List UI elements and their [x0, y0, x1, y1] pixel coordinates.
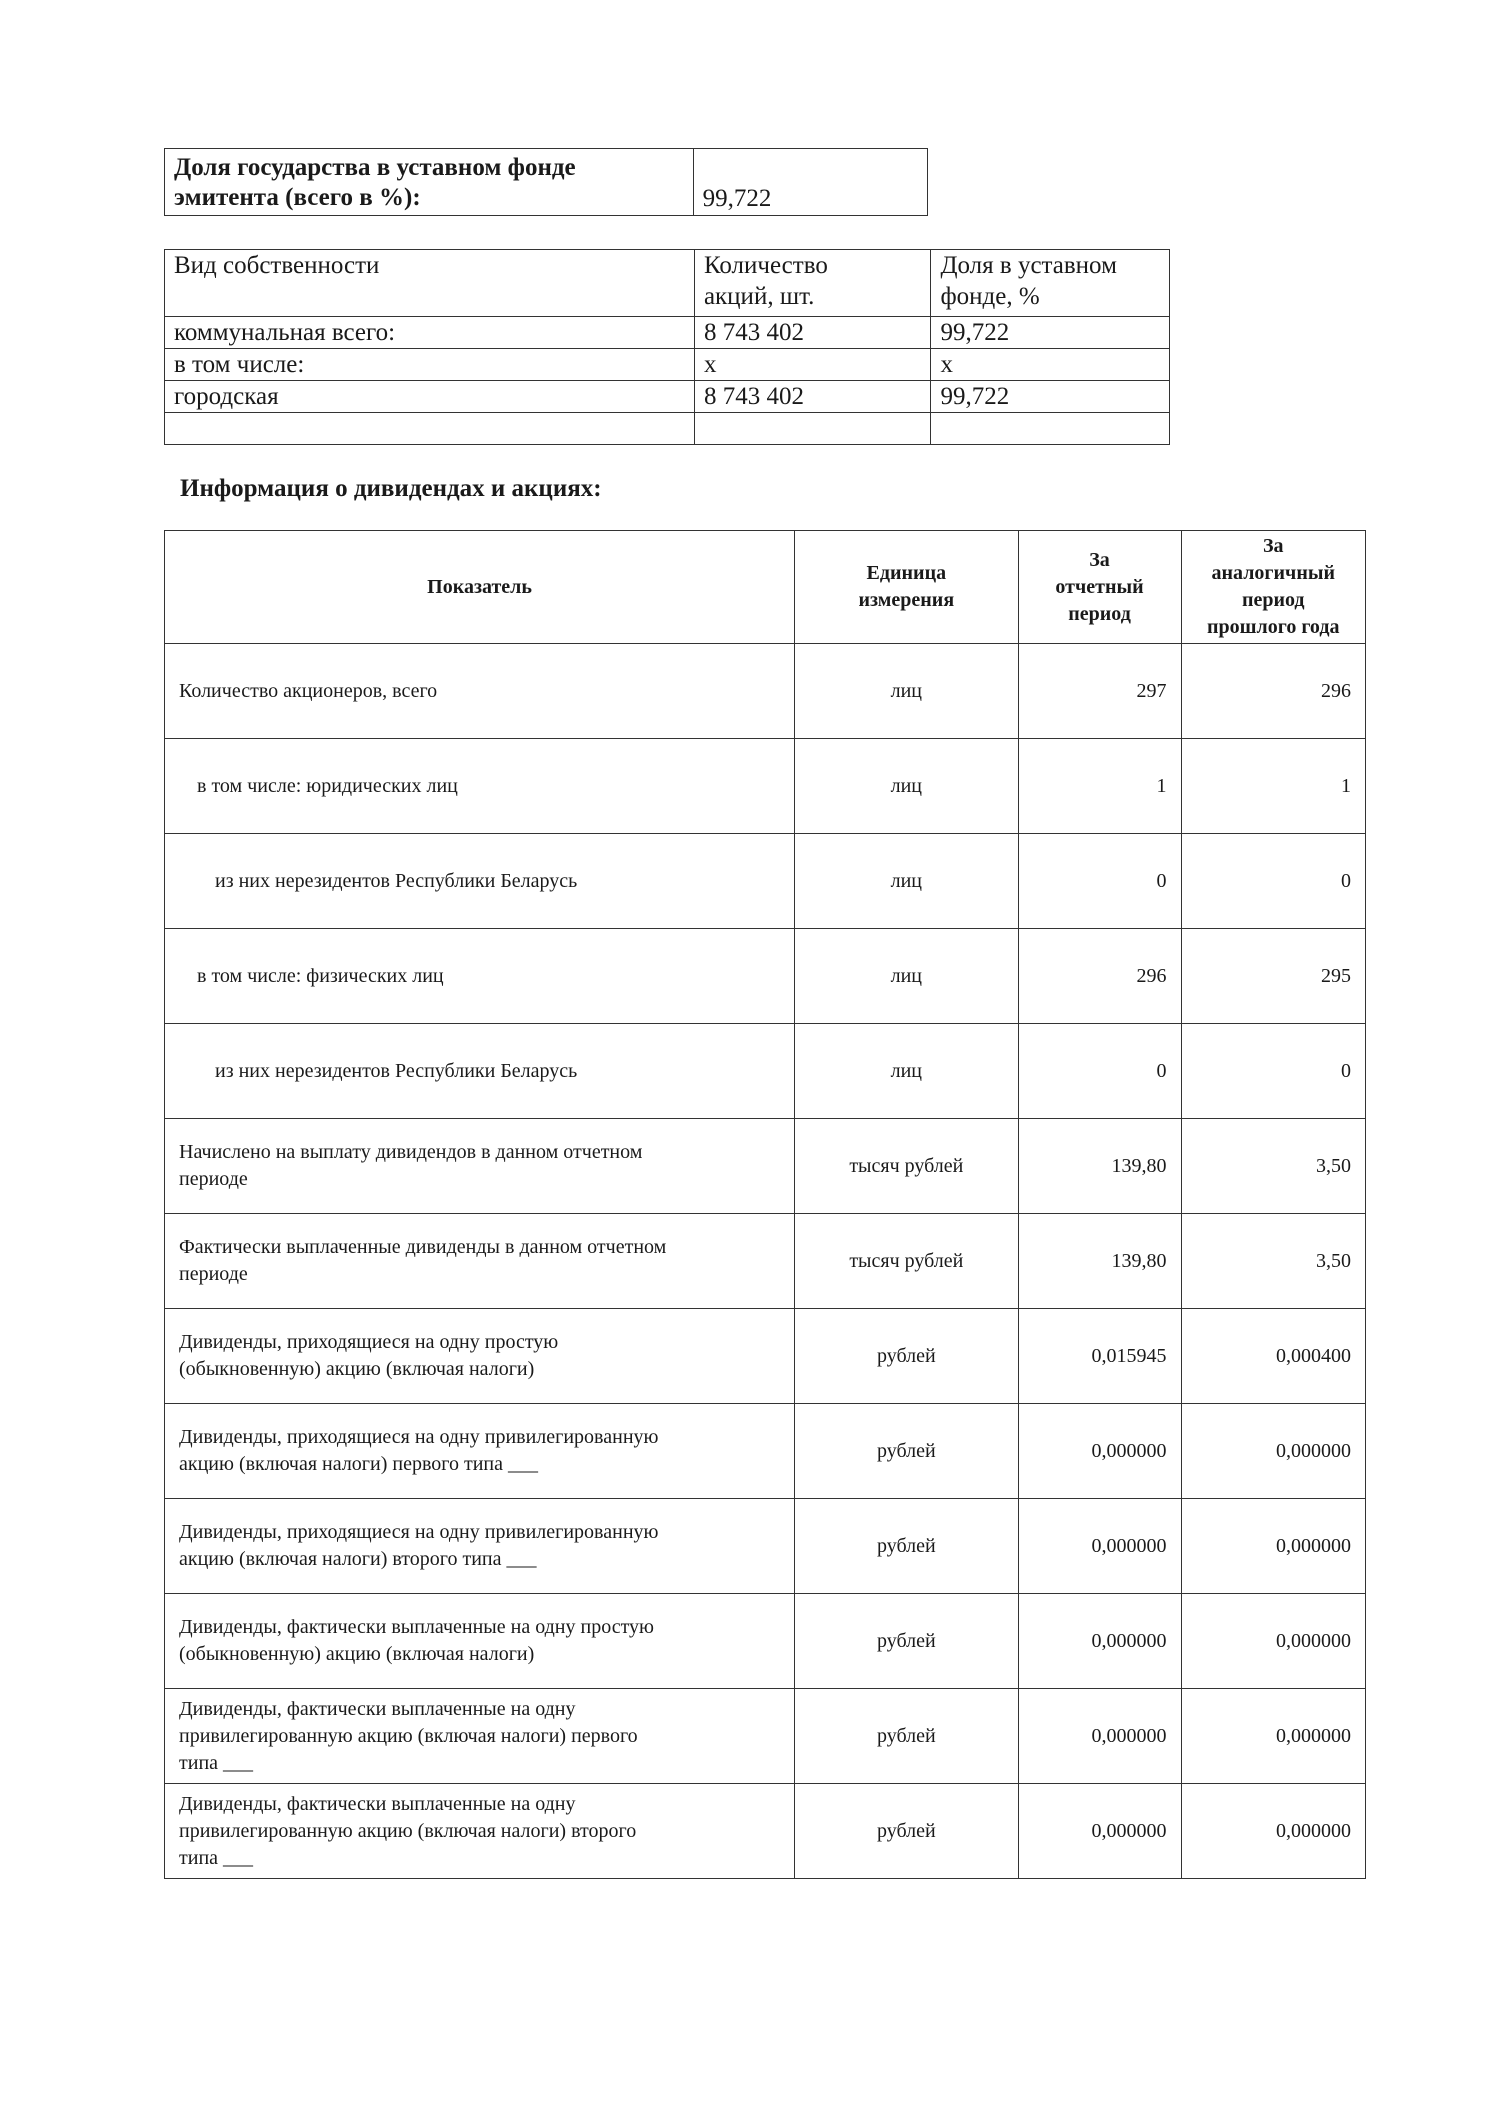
dividends-header-row: [165, 531, 1366, 644]
indicator-line: акцию (включая налоги) первого типа ___: [179, 1453, 538, 1475]
current-value-cell: 0: [1018, 1024, 1181, 1119]
ownership-row-empty: [165, 413, 1170, 445]
previous-value-cell: 295: [1181, 929, 1365, 1024]
unit-cell: рублей: [795, 1689, 1018, 1784]
previous-value-cell: 0,000000: [1181, 1404, 1365, 1499]
unit-cell: лиц: [795, 1024, 1018, 1119]
ownership-qty-cell: 8 743 402: [694, 317, 931, 349]
indicator-cell: [165, 1689, 795, 1784]
table-row: [165, 1404, 1366, 1499]
indicator-line: периоде: [179, 1168, 248, 1190]
ownership-type-cell: в том числе:: [165, 349, 695, 381]
previous-value-cell: 0: [1181, 1024, 1365, 1119]
unit-cell: рублей: [795, 1784, 1018, 1879]
indicator-line: Начислено на выплату дивидендов в данном отчетном: [179, 1141, 643, 1163]
header-unit: [795, 531, 1018, 644]
unit-cell: рублей: [795, 1309, 1018, 1404]
current-value-cell: 0: [1018, 834, 1181, 929]
table-row: [165, 1499, 1366, 1594]
table-row: [165, 644, 1366, 739]
table-row: [165, 1119, 1366, 1214]
state-share-table: [164, 148, 928, 216]
indicator-cell: [165, 929, 795, 1024]
ownership-table: [164, 249, 1170, 445]
previous-value-cell: 296: [1181, 644, 1365, 739]
indicator-cell: [165, 1499, 795, 1594]
current-value-cell: 139,80: [1018, 1214, 1181, 1309]
header-indicator-text: Показатель: [427, 575, 532, 598]
ownership-type-cell: городская: [165, 381, 695, 413]
indicator-line: (обыкновенную) акцию (включая налоги): [179, 1643, 535, 1665]
unit-cell: рублей: [795, 1404, 1018, 1499]
current-value-cell: 139,80: [1018, 1119, 1181, 1214]
unit-cell: лиц: [795, 739, 1018, 834]
table-row: [165, 1689, 1366, 1784]
table-row: [165, 929, 1366, 1024]
current-value-cell: 0,000000: [1018, 1404, 1181, 1499]
state-share-label-line2: эмитента (всего в %):: [174, 184, 421, 211]
ownership-share-cell: 99,722: [931, 317, 1170, 349]
ownership-share-cell: x: [931, 349, 1170, 381]
ownership-qty-cell: 8 743 402: [694, 381, 931, 413]
header-unit-line2: измерения: [858, 589, 955, 611]
header-unit-line1: Единица: [866, 562, 947, 584]
indicator-cell: [165, 644, 795, 739]
ownership-header-share-line1: Доля в уставном: [940, 252, 1117, 279]
indicator-line: в том числе: физических лиц: [197, 964, 444, 987]
state-share-row: [165, 149, 928, 216]
ownership-share-cell: 99,722: [931, 381, 1170, 413]
unit-cell: тысяч рублей: [795, 1214, 1018, 1309]
ownership-header-qty-line2: акций, шт.: [703, 283, 815, 310]
ownership-header-qty: [694, 250, 931, 317]
indicator-line: (обыкновенную) акцию (включая налоги): [179, 1358, 535, 1380]
table-row: [165, 1024, 1366, 1119]
unit-cell: рублей: [795, 1594, 1018, 1689]
indicator-line: из них нерезидентов Республики Беларусь: [215, 869, 578, 892]
indicator-line: Дивиденды, приходящиеся на одну простую: [179, 1331, 559, 1353]
indicator-line: типа ___: [179, 1846, 254, 1869]
indicator-line: Количество акционеров, всего: [179, 679, 438, 702]
dividends-heading: Информация о дивидендах и акциях:: [180, 475, 602, 502]
ownership-header-share-line2: фонде, %: [940, 283, 1040, 310]
indicator-line: Дивиденды, фактически выплаченные на одну простую: [179, 1616, 654, 1638]
header-prev-line1: За: [1262, 535, 1284, 557]
header-prev-line4: прошлого года: [1207, 616, 1340, 638]
indicator-cell: [165, 1784, 795, 1879]
previous-value-cell: 3,50: [1181, 1214, 1365, 1309]
current-value-cell: 0,000000: [1018, 1689, 1181, 1784]
previous-value-cell: 0: [1181, 834, 1365, 929]
table-row: [165, 1784, 1366, 1879]
indicator-line: типа ___: [179, 1751, 254, 1774]
indicator-cell: [165, 834, 795, 929]
ownership-row: [165, 381, 1170, 413]
previous-value-cell: 0,000000: [1181, 1784, 1365, 1879]
header-current-line2: отчетный: [1055, 575, 1144, 598]
header-prev-line3: период: [1241, 589, 1305, 611]
dividends-table: [164, 530, 1366, 1879]
indicator-cell: [165, 1309, 795, 1404]
indicator-line: из них нерезидентов Республики Беларусь: [215, 1059, 578, 1082]
unit-cell: лиц: [795, 834, 1018, 929]
previous-value-cell: 0,000400: [1181, 1309, 1365, 1404]
previous-value-cell: 3,50: [1181, 1119, 1365, 1214]
ownership-type-cell: [165, 413, 695, 445]
indicator-cell: [165, 1214, 795, 1309]
indicator-line: Дивиденды, фактически выплаченные на одну: [179, 1697, 576, 1720]
header-prev-line2: аналогичный: [1211, 562, 1335, 584]
ownership-header-type-text: Вид собственности: [174, 252, 380, 279]
table-row: [165, 1214, 1366, 1309]
state-share-label: [165, 149, 694, 216]
ownership-header-share: [931, 250, 1170, 317]
header-previous-period: [1181, 531, 1365, 644]
table-row: [165, 1309, 1366, 1404]
ownership-type-cell: коммунальная всего:: [165, 317, 695, 349]
indicator-line: Дивиденды, приходящиеся на одну привилегированную: [179, 1426, 659, 1448]
indicator-line: в том числе: юридических лиц: [197, 774, 458, 797]
ownership-qty-cell: [694, 413, 931, 445]
current-value-cell: 0,015945: [1018, 1309, 1181, 1404]
ownership-qty-cell: x: [694, 349, 931, 381]
indicator-cell: [165, 1594, 795, 1689]
indicator-line: привилегированную акцию (включая налоги) второго: [179, 1819, 637, 1842]
indicator-line: акцию (включая налоги) второго типа ___: [179, 1548, 537, 1570]
indicator-line: Фактически выплаченные дивиденды в данном отчетном: [179, 1236, 667, 1258]
current-value-cell: 0,000000: [1018, 1594, 1181, 1689]
table-row: [165, 834, 1366, 929]
state-share-value: 99,722: [693, 149, 927, 216]
ownership-header-row: [165, 250, 1170, 317]
unit-cell: лиц: [795, 929, 1018, 1024]
current-value-cell: 297: [1018, 644, 1181, 739]
indicator-cell: [165, 1404, 795, 1499]
previous-value-cell: 0,000000: [1181, 1689, 1365, 1784]
indicator-line: Дивиденды, фактически выплаченные на одну: [179, 1792, 576, 1815]
indicator-cell: [165, 1024, 795, 1119]
current-value-cell: 296: [1018, 929, 1181, 1024]
state-share-label-line1: Доля государства в уставном фонде: [174, 154, 576, 181]
ownership-row: [165, 349, 1170, 381]
ownership-header-qty-line1: Количество: [703, 252, 828, 279]
indicator-line: периоде: [179, 1263, 248, 1285]
current-value-cell: 0,000000: [1018, 1499, 1181, 1594]
previous-value-cell: 0,000000: [1181, 1594, 1365, 1689]
ownership-header-type: [165, 250, 695, 317]
ownership-row: [165, 317, 1170, 349]
unit-cell: тысяч рублей: [795, 1119, 1018, 1214]
indicator-cell: [165, 739, 795, 834]
previous-value-cell: 1: [1181, 739, 1365, 834]
header-current-line3: период: [1068, 602, 1131, 625]
indicator-line: Дивиденды, приходящиеся на одну привилегированную: [179, 1521, 659, 1543]
header-current-period: [1018, 531, 1181, 644]
previous-value-cell: 0,000000: [1181, 1499, 1365, 1594]
header-indicator: [165, 531, 795, 644]
header-current-line1: За: [1089, 548, 1110, 571]
indicator-cell: [165, 1119, 795, 1214]
table-row: [165, 1594, 1366, 1689]
current-value-cell: 1: [1018, 739, 1181, 834]
indicator-line: привилегированную акцию (включая налоги) первого: [179, 1724, 638, 1747]
unit-cell: лиц: [795, 644, 1018, 739]
table-row: [165, 739, 1366, 834]
unit-cell: рублей: [795, 1499, 1018, 1594]
ownership-share-cell: [931, 413, 1170, 445]
current-value-cell: 0,000000: [1018, 1784, 1181, 1879]
